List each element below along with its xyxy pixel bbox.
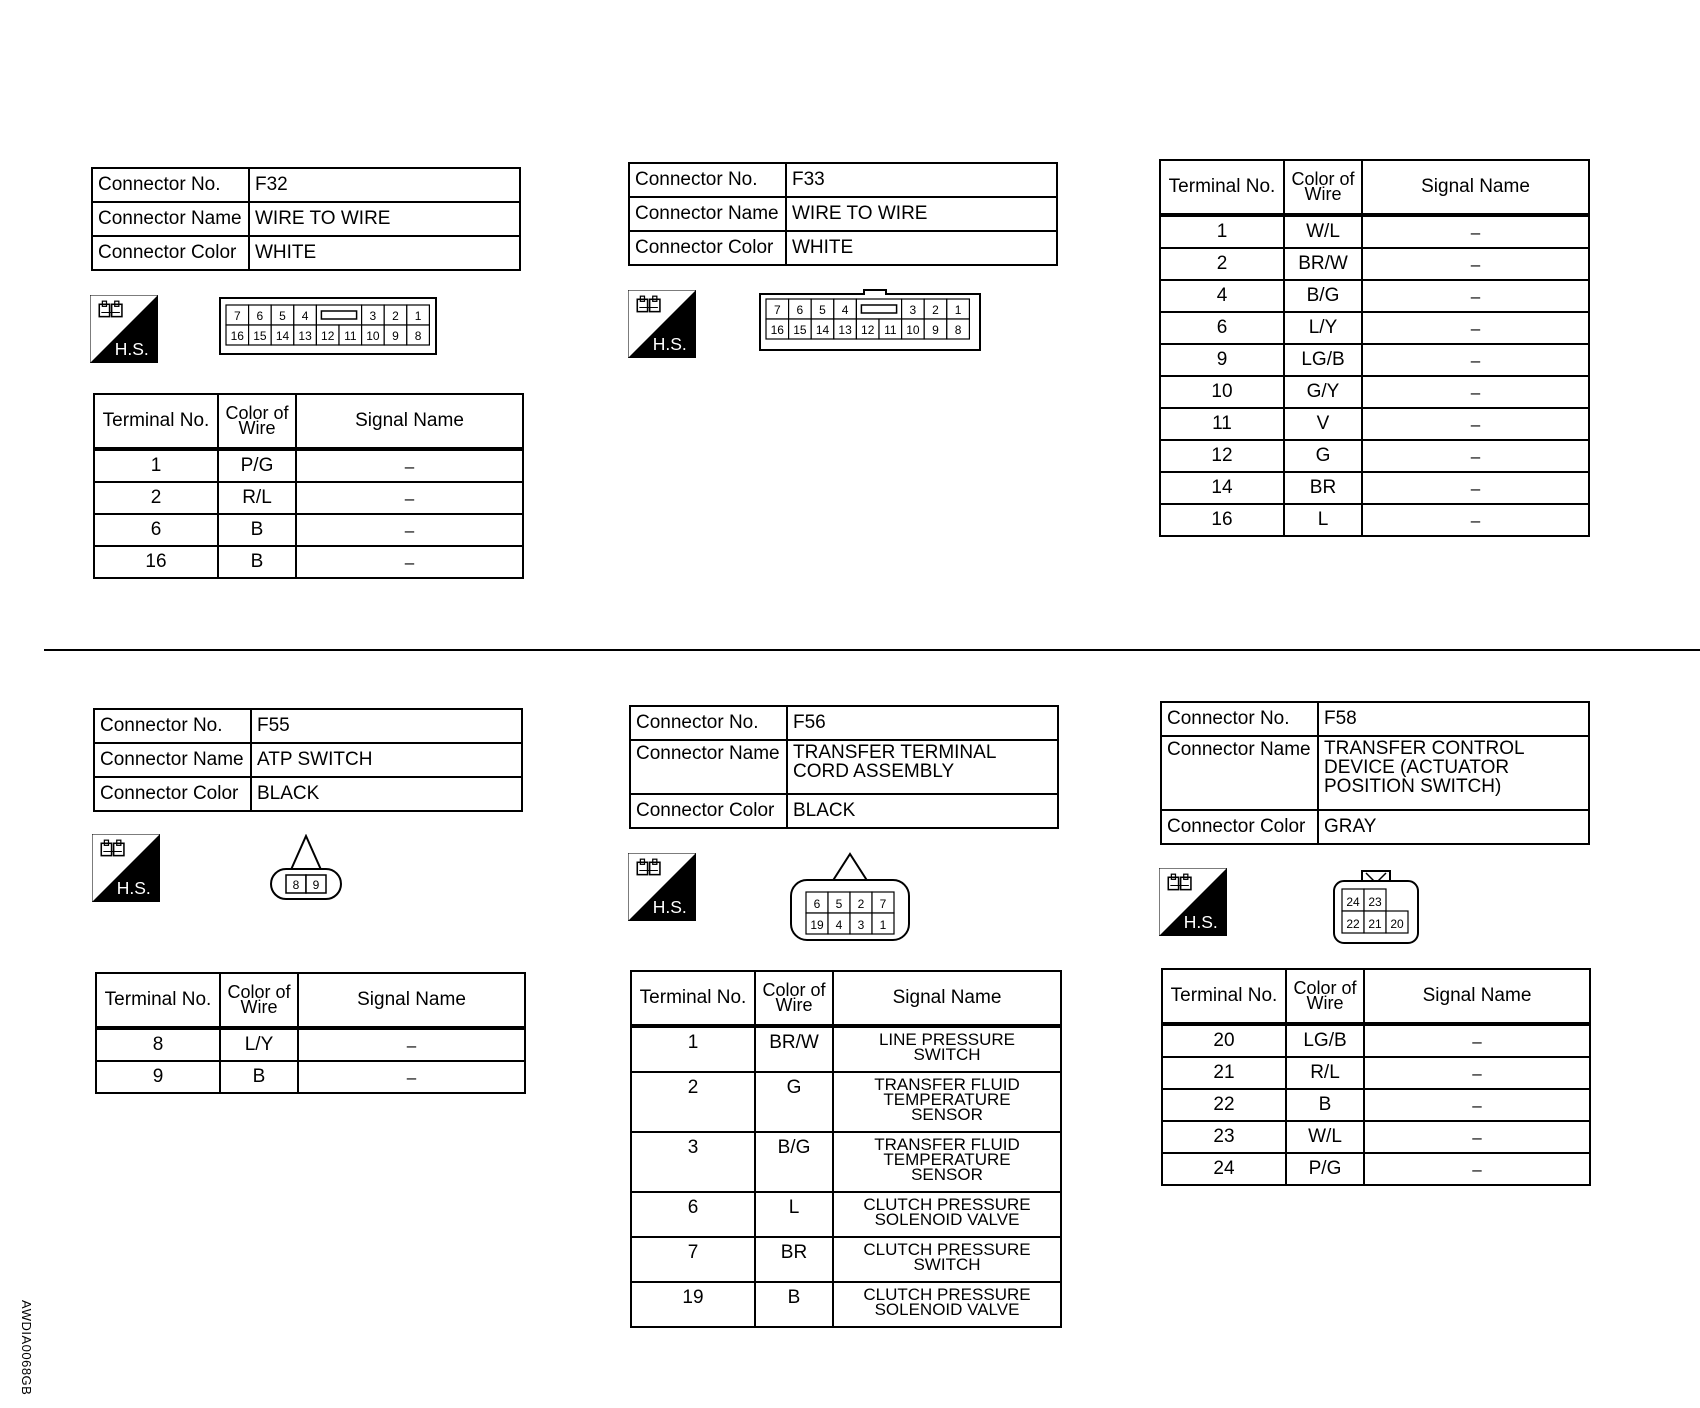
connector-info-f56 xyxy=(629,705,1059,829)
terminal-no-cell: 9 xyxy=(1160,344,1284,376)
svg-text:H.S.: H.S. xyxy=(1183,911,1218,932)
terminal-no-cell: 21 xyxy=(1162,1057,1286,1089)
signal-name-cell: – xyxy=(1364,1121,1590,1153)
terminal-no-cell: 10 xyxy=(1160,376,1284,408)
pin-label: 9 xyxy=(932,323,939,337)
terminal-no-header: Terminal No. xyxy=(631,971,755,1026)
connector-name-label: Connector Name xyxy=(92,202,249,236)
terminal-no-cell: 12 xyxy=(1160,440,1284,472)
connector-color-value: GRAY xyxy=(1318,810,1589,844)
signal-name-cell: – xyxy=(1364,1153,1590,1185)
connector-face-f56 xyxy=(789,852,911,942)
table-row xyxy=(96,1061,525,1093)
wire-color-cell: G xyxy=(1284,440,1362,472)
wire-color-cell: W/L xyxy=(1284,215,1362,248)
table-row xyxy=(1162,1153,1590,1185)
harness-side-icon xyxy=(628,290,696,358)
terminal-no-cell: 16 xyxy=(94,546,218,578)
signal-name-cell: CLUTCH PRESSURE SWITCH xyxy=(833,1237,1061,1282)
table-row xyxy=(1162,1121,1590,1153)
pin-label: 6 xyxy=(796,303,804,317)
connector-face-f58 xyxy=(1332,869,1420,945)
table-row xyxy=(96,1028,525,1061)
harness-side-icon xyxy=(628,853,696,921)
pin-label: 9 xyxy=(392,329,399,343)
harness-side-icon xyxy=(90,295,158,363)
signal-name-cell: – xyxy=(298,1028,525,1061)
wire-color-cell: B xyxy=(755,1282,833,1327)
pin-label: 15 xyxy=(253,329,267,343)
color-of-wire-header: Color of Wire xyxy=(1284,160,1362,215)
terminal-no-cell: 24 xyxy=(1162,1153,1286,1185)
signal-name-cell: – xyxy=(1362,408,1589,440)
table-row xyxy=(1160,344,1589,376)
terminal-no-cell: 2 xyxy=(631,1072,755,1132)
terminal-grid xyxy=(806,892,894,934)
wire-color-cell: B xyxy=(218,514,296,546)
pin-label: 3 xyxy=(857,918,865,932)
wire-color-cell: BR/W xyxy=(755,1026,833,1072)
connector-face-f32 xyxy=(219,297,437,355)
terminal-no-cell: 20 xyxy=(1162,1024,1286,1057)
wire-color-cell: LG/B xyxy=(1284,344,1362,376)
connector-no-value: F33 xyxy=(786,163,1057,197)
signal-name-cell: – xyxy=(1362,312,1589,344)
wire-color-cell: R/L xyxy=(1286,1057,1364,1089)
pin-label: 11 xyxy=(884,323,897,337)
pin-label: 5 xyxy=(835,897,843,911)
wire-color-cell: P/G xyxy=(1286,1153,1364,1185)
table-row xyxy=(631,1237,1061,1282)
terminal-table-f32 xyxy=(93,393,524,579)
pin-label: 6 xyxy=(256,309,264,323)
signal-name-cell: – xyxy=(1362,215,1589,248)
signal-name-cell: – xyxy=(1362,376,1589,408)
pin-9: 9 xyxy=(312,878,320,892)
signal-name-header: Signal Name xyxy=(1364,969,1590,1024)
pin-label: 24 xyxy=(1346,895,1360,909)
color-of-wire-header: Color of Wire xyxy=(218,394,296,449)
section-divider xyxy=(44,649,1700,651)
connector-color-label: Connector Color xyxy=(629,231,786,265)
pin-label: 7 xyxy=(773,303,781,317)
connector-name-value: TRANSFER CONTROL DEVICE (ACTUATOR POSITION SWITCH) xyxy=(1318,736,1589,810)
connector-info-f55 xyxy=(93,708,523,812)
wire-color-cell: BR xyxy=(1284,472,1362,504)
pin-label: 12 xyxy=(321,329,335,343)
terminal-no-header: Terminal No. xyxy=(96,973,220,1028)
signal-name-cell: – xyxy=(1362,248,1589,280)
harness-side-icon xyxy=(1159,868,1227,936)
wire-color-cell: LG/B xyxy=(1286,1024,1364,1057)
pin-label: 14 xyxy=(275,329,290,343)
signal-name-cell: – xyxy=(296,514,523,546)
pin-label: 7 xyxy=(233,309,241,323)
connector-name-value: WIRE TO WIRE xyxy=(249,202,520,236)
connector-color-label: Connector Color xyxy=(94,777,251,811)
table-row xyxy=(631,1026,1061,1072)
pin-label: 3 xyxy=(909,303,917,317)
pin-label: 2 xyxy=(932,303,939,317)
signal-name-cell: TRANSFER FLUID TEMPERATURE SENSOR xyxy=(833,1132,1061,1192)
wire-color-cell: B/G xyxy=(755,1132,833,1192)
pin-label: 16 xyxy=(230,329,244,343)
connector-name-label: Connector Name xyxy=(94,743,251,777)
table-row xyxy=(1162,1024,1590,1057)
color-of-wire-header: Color of Wire xyxy=(1286,969,1364,1024)
table-row xyxy=(631,1072,1061,1132)
wire-color-cell: L/Y xyxy=(220,1028,298,1061)
pin-label: 19 xyxy=(810,918,824,932)
wire-color-cell: BR xyxy=(755,1237,833,1282)
pin-label: 4 xyxy=(301,309,309,323)
signal-name-cell: LINE PRESSURE SWITCH xyxy=(833,1026,1061,1072)
wire-color-cell: P/G xyxy=(218,449,296,482)
signal-name-cell: – xyxy=(1362,472,1589,504)
terminal-no-header: Terminal No. xyxy=(1160,160,1284,215)
signal-name-cell: CLUTCH PRESSURE SOLENOID VALVE xyxy=(833,1282,1061,1327)
signal-name-cell: – xyxy=(296,449,523,482)
signal-name-header: Signal Name xyxy=(1362,160,1589,215)
connector-color-value: WHITE xyxy=(249,236,520,270)
terminal-no-cell: 1 xyxy=(1160,215,1284,248)
wire-color-cell: B/G xyxy=(1284,280,1362,312)
svg-text:H.S.: H.S. xyxy=(114,338,149,359)
table-row xyxy=(1160,312,1589,344)
wire-color-cell: G/Y xyxy=(1284,376,1362,408)
table-row xyxy=(94,482,523,514)
signal-name-cell: – xyxy=(1362,504,1589,536)
terminal-no-cell: 7 xyxy=(631,1237,755,1282)
terminal-grid xyxy=(226,305,429,345)
terminal-no-cell: 8 xyxy=(96,1028,220,1061)
wire-color-cell: R/L xyxy=(218,482,296,514)
terminal-no-header: Terminal No. xyxy=(94,394,218,449)
table-row xyxy=(1162,1089,1590,1121)
connector-name-label: Connector Name xyxy=(630,740,787,794)
harness-side-icon xyxy=(92,834,160,902)
connector-info-f58 xyxy=(1160,701,1590,845)
wire-color-cell: BR/W xyxy=(1284,248,1362,280)
terminal-no-cell: 2 xyxy=(1160,248,1284,280)
connector-color-label: Connector Color xyxy=(92,236,249,270)
terminal-no-cell: 2 xyxy=(94,482,218,514)
wire-color-cell: B xyxy=(1286,1089,1364,1121)
wire-color-cell: G xyxy=(755,1072,833,1132)
table-row xyxy=(94,546,523,578)
connector-name-label: Connector Name xyxy=(1161,736,1318,810)
table-row xyxy=(1160,472,1589,504)
pin-label: 1 xyxy=(879,918,887,932)
color-of-wire-header: Color of Wire xyxy=(755,971,833,1026)
terminal-no-cell: 6 xyxy=(94,514,218,546)
connector-face-f33 xyxy=(759,289,981,351)
table-row xyxy=(94,514,523,546)
table-row xyxy=(631,1192,1061,1237)
connector-no-label: Connector No. xyxy=(92,168,249,202)
connector-no-label: Connector No. xyxy=(629,163,786,197)
signal-name-cell: – xyxy=(1364,1024,1590,1057)
pin-label: 1 xyxy=(954,303,962,317)
pin-label: 13 xyxy=(298,329,312,343)
connector-name-value: ATP SWITCH xyxy=(251,743,522,777)
table-row xyxy=(1160,440,1589,472)
terminal-no-cell: 1 xyxy=(631,1026,755,1072)
pin-label: 15 xyxy=(793,323,807,337)
terminal-no-cell: 14 xyxy=(1160,472,1284,504)
pin-8: 8 xyxy=(292,878,300,892)
wire-color-cell: V xyxy=(1284,408,1362,440)
terminal-no-cell: 6 xyxy=(631,1192,755,1237)
connector-no-value: F55 xyxy=(251,709,522,743)
signal-name-cell: – xyxy=(1362,440,1589,472)
terminal-table-f55 xyxy=(95,972,526,1094)
signal-name-cell: CLUTCH PRESSURE SOLENOID VALVE xyxy=(833,1192,1061,1237)
terminal-no-cell: 9 xyxy=(96,1061,220,1093)
table-row xyxy=(1160,280,1589,312)
signal-name-cell: – xyxy=(1364,1089,1590,1121)
connector-info-f33 xyxy=(628,162,1058,266)
connector-no-value: F32 xyxy=(249,168,520,202)
connector-no-value: F58 xyxy=(1318,702,1589,736)
signal-name-cell: – xyxy=(1362,280,1589,312)
pin-label: 1 xyxy=(414,309,422,323)
wire-color-cell: W/L xyxy=(1286,1121,1364,1153)
signal-name-header: Signal Name xyxy=(296,394,523,449)
pin-label: 22 xyxy=(1346,917,1360,931)
connector-color-label: Connector Color xyxy=(630,794,787,828)
terminal-grid xyxy=(766,299,969,339)
table-row xyxy=(1160,376,1589,408)
table-row xyxy=(94,449,523,482)
pin-label: 4 xyxy=(835,918,843,932)
connector-name-value: TRANSFER TERMINAL CORD ASSEMBLY xyxy=(787,740,1058,794)
signal-name-cell: – xyxy=(1362,344,1589,376)
connector-info-f32 xyxy=(91,167,521,271)
terminal-no-cell: 23 xyxy=(1162,1121,1286,1153)
svg-text:H.S.: H.S. xyxy=(116,877,151,898)
svg-text:H.S.: H.S. xyxy=(652,333,687,354)
terminal-no-cell: 3 xyxy=(631,1132,755,1192)
pin-label: 20 xyxy=(1390,917,1404,931)
table-row xyxy=(1160,408,1589,440)
pin-label: 3 xyxy=(369,309,377,323)
pin-label: 7 xyxy=(879,897,887,911)
terminal-table-f56 xyxy=(630,970,1062,1328)
connector-no-label: Connector No. xyxy=(630,706,787,740)
pin-label: 8 xyxy=(414,329,422,343)
terminal-table-f33 xyxy=(1159,159,1590,537)
pin-label: 11 xyxy=(344,329,357,343)
connector-color-label: Connector Color xyxy=(1161,810,1318,844)
signal-name-cell: – xyxy=(296,482,523,514)
connector-no-value: F56 xyxy=(787,706,1058,740)
pin-label: 5 xyxy=(279,309,286,323)
connector-name-label: Connector Name xyxy=(629,197,786,231)
pin-label: 13 xyxy=(838,323,852,337)
connector-color-value: BLACK xyxy=(787,794,1058,828)
pin-label: 4 xyxy=(841,303,849,317)
terminal-no-cell: 22 xyxy=(1162,1089,1286,1121)
connector-face-f55 xyxy=(268,834,344,902)
connector-color-value: WHITE xyxy=(786,231,1057,265)
connector-no-label: Connector No. xyxy=(94,709,251,743)
document-id: AWDIA0068GB xyxy=(19,1300,34,1396)
table-row xyxy=(1160,504,1589,536)
wire-color-cell: L xyxy=(755,1192,833,1237)
connector-name-value: WIRE TO WIRE xyxy=(786,197,1057,231)
pin-label: 5 xyxy=(819,303,826,317)
pin-label: 14 xyxy=(815,323,830,337)
pin-label: 21 xyxy=(1368,917,1382,931)
terminal-no-cell: 4 xyxy=(1160,280,1284,312)
table-row xyxy=(631,1282,1061,1327)
terminal-table-f58 xyxy=(1161,968,1591,1186)
pin-label: 6 xyxy=(813,897,821,911)
pin-label: 2 xyxy=(392,309,399,323)
table-row xyxy=(1160,248,1589,280)
pin-label: 23 xyxy=(1368,895,1382,909)
signal-name-cell: – xyxy=(1364,1057,1590,1089)
pin-label: 10 xyxy=(366,329,380,343)
table-row xyxy=(631,1132,1061,1192)
wire-color-cell: B xyxy=(220,1061,298,1093)
signal-name-cell: – xyxy=(298,1061,525,1093)
signal-name-header: Signal Name xyxy=(833,971,1061,1026)
terminal-no-cell: 1 xyxy=(94,449,218,482)
connector-color-value: BLACK xyxy=(251,777,522,811)
table-row xyxy=(1162,1057,1590,1089)
table-row xyxy=(1160,215,1589,248)
wire-color-cell: L xyxy=(1284,504,1362,536)
wire-color-cell: L/Y xyxy=(1284,312,1362,344)
terminal-no-cell: 16 xyxy=(1160,504,1284,536)
connector-no-label: Connector No. xyxy=(1161,702,1318,736)
pin-label: 16 xyxy=(770,323,784,337)
terminal-no-header: Terminal No. xyxy=(1162,969,1286,1024)
signal-name-header: Signal Name xyxy=(298,973,525,1028)
signal-name-cell: TRANSFER FLUID TEMPERATURE SENSOR xyxy=(833,1072,1061,1132)
pin-label: 2 xyxy=(857,897,865,911)
color-of-wire-header: Color of Wire xyxy=(220,973,298,1028)
wire-color-cell: B xyxy=(218,546,296,578)
svg-text:H.S.: H.S. xyxy=(652,896,687,917)
pin-label: 8 xyxy=(954,323,962,337)
pin-label: 12 xyxy=(861,323,875,337)
pin-label: 10 xyxy=(906,323,920,337)
terminal-no-cell: 6 xyxy=(1160,312,1284,344)
terminal-no-cell: 19 xyxy=(631,1282,755,1327)
terminal-no-cell: 11 xyxy=(1160,408,1284,440)
signal-name-cell: – xyxy=(296,546,523,578)
